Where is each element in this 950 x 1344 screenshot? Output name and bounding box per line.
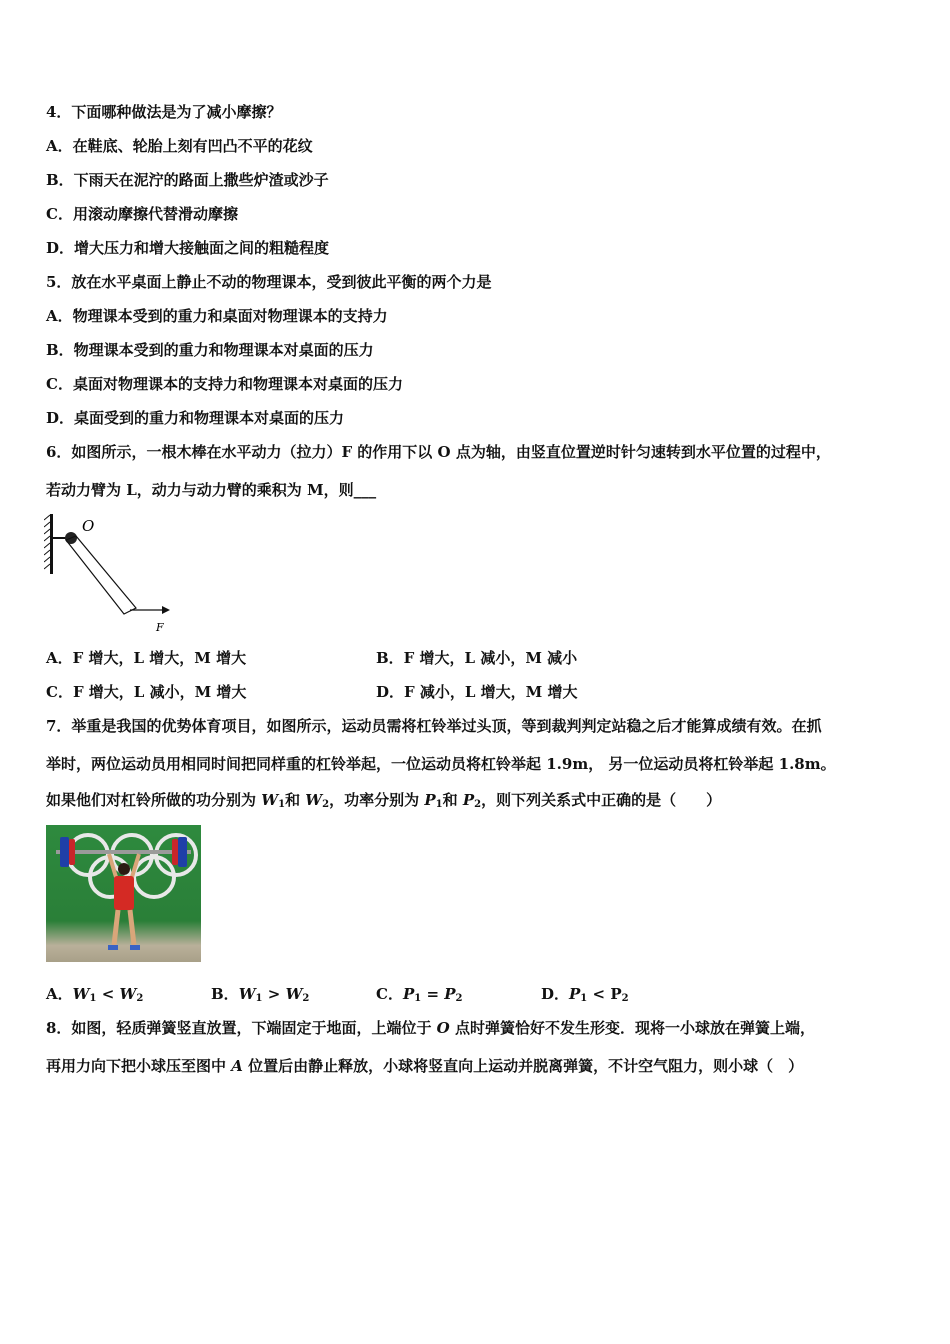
right-leg: [130, 910, 134, 945]
wooden-rod: [66, 536, 136, 614]
label-o: O: [82, 517, 95, 535]
plate-left-red: [69, 839, 75, 865]
q6-option-c: C．F 增大，L 减小，M 增大: [46, 683, 247, 701]
q4-option-c: C．用滚动摩擦代替滑动摩擦: [46, 205, 238, 223]
force-arrowhead: [162, 606, 170, 614]
q4-option-b: B．下雨天在泥泞的路面上撒些炉渣或沙子: [46, 171, 329, 189]
q6-option-d: D．F 减小，L 增大，M 增大: [376, 683, 578, 701]
label-f: F: [156, 621, 164, 634]
q4-option-d: D．增大压力和增大接触面之间的粗糙程度: [46, 239, 330, 257]
q8-stem-line2: 再用力向下把小球压至图中 A 位置后由静止释放，小球将竖直向上运动并脱离弹簧，不计空气阻力，则小球（ ）: [46, 1057, 804, 1075]
barbell-bar: [56, 850, 191, 854]
q5-option-d: D．桌面受到的重力和物理课本对桌面的压力: [46, 409, 345, 427]
left-shoe: [108, 945, 118, 950]
wall-hatching: [44, 515, 50, 569]
lever-diagram: [44, 512, 174, 634]
q6-stem-line2: 若动力臂为 L，动力与动力臂的乘积为 M，则___: [46, 481, 377, 499]
q7-option-b: B．$W_1 > W_2$: [211, 985, 310, 1004]
plate-right: [178, 837, 187, 867]
q5-option-b: B．物理课本受到的重力和物理课本对桌面的压力: [46, 341, 374, 359]
weightlifting-illustration: [46, 825, 201, 962]
athlete-body: [114, 876, 134, 910]
q8-stem-line1: 8．如图，轻质弹簧竖直放置，下端固定于地面，上端位于 O 点时弹簧恰好不发生形变．现将一小球放在弹簧上端，: [46, 1019, 815, 1037]
q7-option-d: D．$P_1 < P_2$: [541, 985, 629, 1004]
weightlifting-photo: [46, 825, 201, 962]
q4-stem: 4．下面哪种做法是为了减小摩擦？: [46, 103, 282, 121]
plate-left: [60, 837, 69, 867]
q5-option-a: A．物理课本受到的重力和桌面对物理课本的支持力: [46, 307, 388, 325]
q4-option-a: A．在鞋底、轮胎上刻有凹凸不平的花纹: [46, 137, 313, 155]
q7-option-a: A．$W_1 < W_2$: [46, 985, 144, 1004]
q7-option-c: C．$P_1 = P_2$: [376, 985, 463, 1004]
q6-stem-line1: 6．如图所示，一根木棒在水平动力（拉力）F 的作用下以 O 点为轴，由竖直位置逆时针匀速转到水平位置的过程中，: [46, 443, 831, 461]
right-shoe: [130, 945, 140, 950]
q7-stem-line1: 7．举重是我国的优势体育项目，如图所示，运动员需将杠铃举过头顶，等到裁判判定站稳之后才能算成绩有效。在抓: [46, 717, 822, 735]
q7-stem-line2: 举时，两位运动员用相同时间把同样重的杠铃举起，一位运动员将杠铃举起 1.9m， 另一位运动员将杠铃举起 1.8m。: [46, 755, 836, 773]
head: [118, 863, 130, 875]
q5-stem: 5．放在水平桌面上静止不动的物理课本，受到彼此平衡的两个力是: [46, 273, 492, 291]
q7-stem-line3: 如果他们对杠铃所做的功分别为 $W_1$和 $W_2$，功率分别为 $P_1$和 $P_2$，则下列关系式中正确的是（ ）: [46, 791, 722, 810]
wall: [50, 514, 53, 574]
left-leg: [114, 910, 118, 945]
q5-option-c: C．桌面对物理课本的支持力和物理课本对桌面的压力: [46, 375, 403, 393]
plate-right-red: [172, 839, 178, 865]
q6-option-a: A．F 增大，L 增大，M 增大: [46, 649, 247, 667]
q6-option-b: B．F 增大，L 减小，M 减小: [376, 649, 578, 667]
